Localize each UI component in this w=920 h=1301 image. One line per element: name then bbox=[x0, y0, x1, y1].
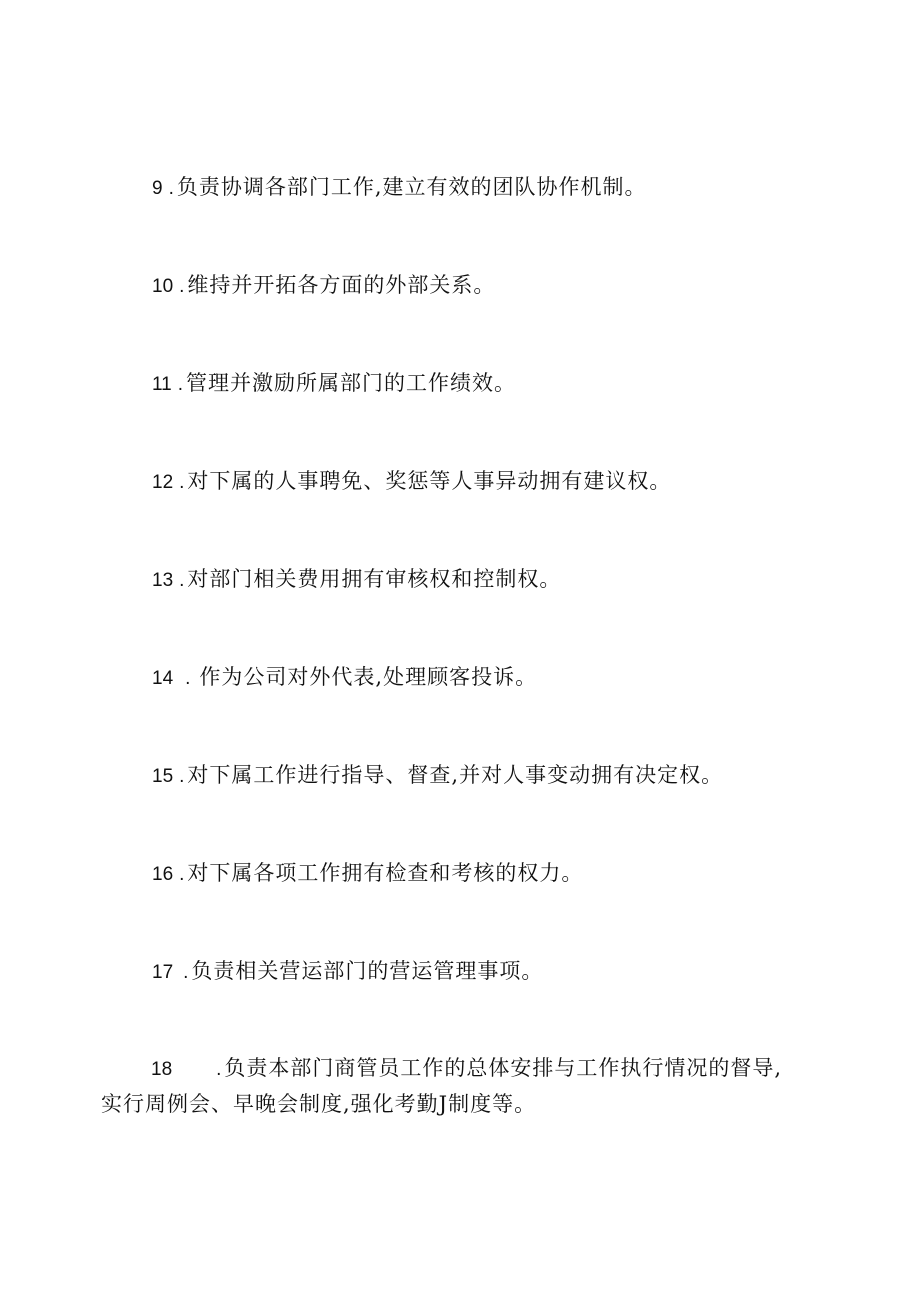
item-number: 15 bbox=[152, 766, 174, 787]
item-text: 对下属工作进行指导、督查,并对人事变动拥有决定权。 bbox=[187, 763, 724, 787]
item-text: 负责相关营运部门的营运管理事项。 bbox=[191, 959, 544, 983]
item-number: 13 bbox=[152, 570, 174, 591]
item-number: 17 bbox=[152, 962, 174, 983]
list-item-10 bbox=[152, 268, 495, 304]
item-number: 9 bbox=[152, 178, 163, 199]
item-number: 16 bbox=[152, 864, 174, 885]
item-number: 11 bbox=[152, 374, 172, 395]
item-text: 对部门相关费用拥有审核权和控制权。 bbox=[187, 567, 562, 591]
item-number: 12 bbox=[152, 472, 174, 493]
item-text: 维持并开拓各方面的外部关系。 bbox=[187, 273, 496, 297]
item-separator: . bbox=[179, 472, 186, 493]
item-separator: . bbox=[179, 864, 186, 885]
item-separator: . bbox=[185, 668, 192, 689]
item-number: 14 bbox=[152, 668, 174, 689]
list-item-9 bbox=[152, 170, 647, 206]
item-separator: . bbox=[183, 962, 190, 983]
list-item-15 bbox=[152, 758, 723, 794]
item-line-1 bbox=[101, 1051, 821, 1087]
item-text: 负责协调各部门工作,建立有效的团队协作机制。 bbox=[176, 175, 647, 199]
item-text: 管理并激励所属部门的工作绩效。 bbox=[186, 371, 517, 395]
list-item-11 bbox=[152, 366, 516, 402]
item-separator: . bbox=[177, 374, 185, 395]
item-separator: . bbox=[168, 178, 175, 199]
item-line-2 bbox=[101, 1087, 821, 1121]
item-number: 18 bbox=[151, 1059, 173, 1080]
item-separator: . bbox=[179, 570, 186, 591]
item-separator: . bbox=[179, 276, 186, 297]
list-item-18 bbox=[101, 1051, 821, 1121]
item-separator: . bbox=[179, 766, 186, 787]
item-text: 对下属各项工作拥有检查和考核的权力。 bbox=[187, 861, 584, 885]
list-item-17 bbox=[152, 954, 543, 990]
item-number: 10 bbox=[152, 276, 174, 297]
item-separator: . bbox=[216, 1059, 223, 1080]
item-text: 负责本部门商管员工作的总体安排与工作执行情况的督导, bbox=[224, 1056, 783, 1080]
item-text: 作为公司对外代表,处理顾客投诉。 bbox=[199, 665, 538, 689]
item-text-continued: 实行周例会、早晚会制度,强化考勤J制度等。 bbox=[101, 1092, 537, 1116]
list-item-12 bbox=[152, 464, 671, 500]
list-item-16 bbox=[152, 856, 583, 892]
item-text: 对下属的人事聘免、奖惩等人事异动拥有建议权。 bbox=[187, 469, 672, 493]
list-item-14 bbox=[152, 660, 537, 696]
list-item-13 bbox=[152, 562, 561, 598]
